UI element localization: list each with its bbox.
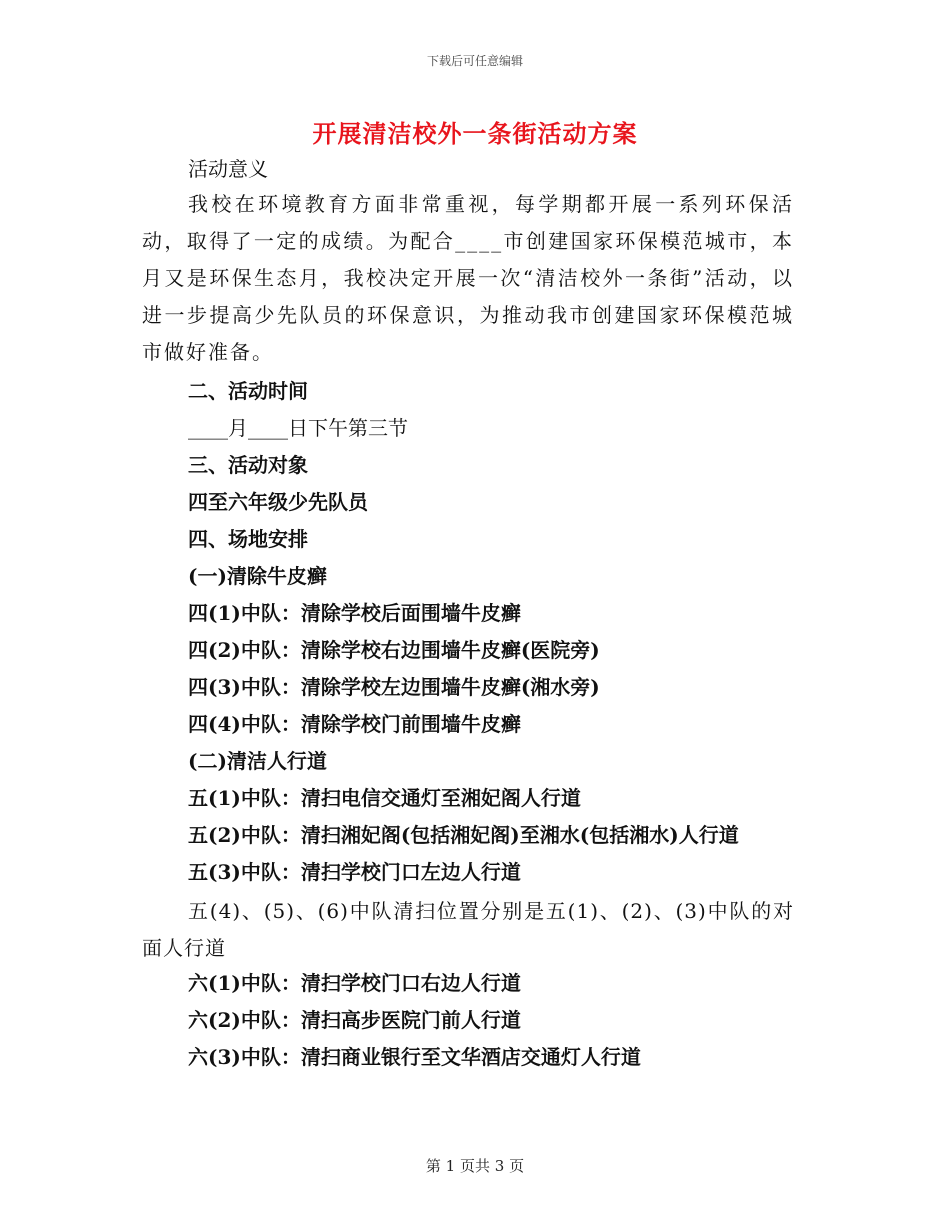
list-item: 五(2)中队：清扫湘妃阁(包括湘妃阁)至湘水(包括湘水)人行道 — [188, 823, 739, 847]
section3-heading: 三、活动对象 — [188, 453, 308, 477]
list-item: 六(1)中队：清扫学校门口右边人行道 — [188, 971, 521, 995]
document-title: 开展清洁校外一条街活动方案 — [312, 119, 638, 148]
list-item: 四(4)中队：清除学校门前围墙牛皮癣 — [188, 712, 521, 736]
section2-heading: 二、活动时间 — [188, 379, 308, 403]
list-item: 四(3)中队：清除学校左边围墙牛皮癣(湘水旁) — [188, 675, 600, 699]
list-item: 六(3)中队：清扫商业银行至文华酒店交通灯人行道 — [188, 1045, 641, 1069]
list-item: 四(1)中队：清除学校后面围墙牛皮癣 — [188, 601, 521, 625]
header-note: 下载后可任意编辑 — [426, 54, 523, 68]
section1-paragraph: 我校在环境教育方面非常重视，每学期都开展一系列环保活动，取得了一定的成绩。为配合____市创建国家环保模范城市，本月又是环保生态月，我校决定开展一次“清洁校外一条街”活动，以进一步提高少先队员的环保意识，为推动我市创建国家环保模范城市做好准备。 — [142, 192, 794, 364]
list-item: 五(1)中队：清扫电信交通灯至湘妃阁人行道 — [188, 786, 581, 810]
sub2-paragraph: 五(4)、(5)、(6)中队清扫位置分别是五(1)、(2)、(3)中队的对面人行道 — [142, 899, 794, 960]
sub1-heading: (一)清除牛皮癣 — [188, 564, 327, 588]
section2-text: ____月____日下午第三节 — [188, 416, 408, 440]
section4-heading: 四、场地安排 — [188, 527, 308, 551]
list-item: 五(3)中队：清扫学校门口左边人行道 — [188, 860, 521, 884]
sub2-heading: (二)清洁人行道 — [188, 749, 327, 773]
page-footer: 第 1 页共 3 页 — [425, 1157, 525, 1175]
section3-text: 四至六年级少先队员 — [188, 490, 368, 514]
list-item: 六(2)中队：清扫高步医院门前人行道 — [188, 1008, 521, 1032]
list-item: 四(2)中队：清除学校右边围墙牛皮癣(医院旁) — [188, 638, 600, 662]
section1-heading: 活动意义 — [188, 157, 268, 181]
